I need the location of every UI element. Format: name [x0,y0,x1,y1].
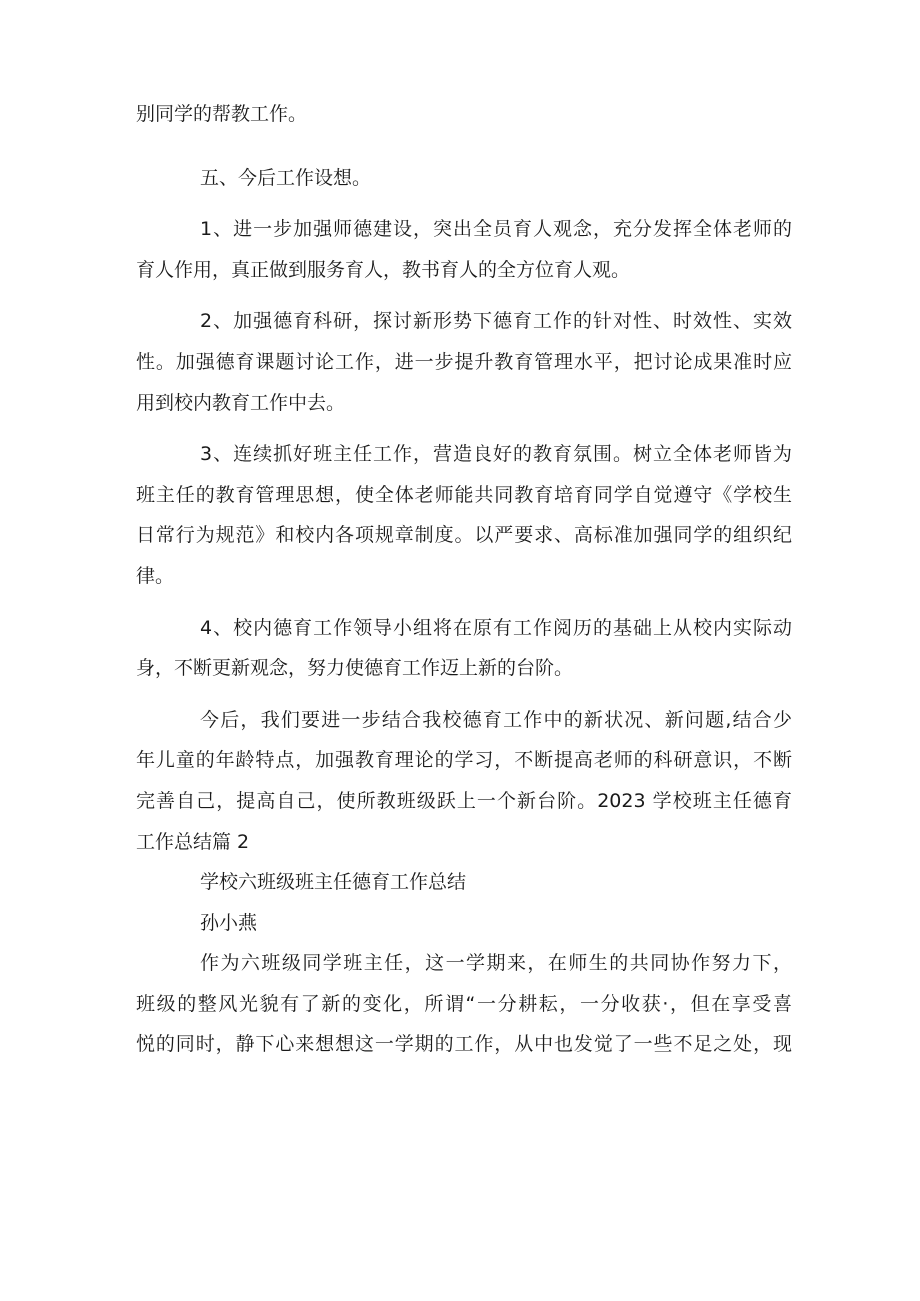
text-line: 日常行为规范》和校内各项规章制度。以严要求、高标准加强同学的组织纪 [136,524,792,547]
text-line: 律。 [136,564,175,587]
text-line: 2、加强德育科研，探讨新形势下德育工作的针对性、时效性、实效 [200,310,792,333]
text-line: 学校六班级班主任德育工作总结 [200,871,467,894]
document-body [136,94,792,1065]
text-line: 身，不断更新观念，努力使德育工作迈上新的台阶。 [136,657,574,680]
text-line: 工作总结篇 2 [136,830,250,853]
text-line: 今后，我们要进一步结合我校德育工作中的新状况、新问题,结合少 [200,708,792,731]
text-line: 孙小燕 [200,911,258,934]
text-line: 悦的同时，静下心来想想这一学期的工作，从中也发觉了一些不足之处，现 [136,1033,792,1056]
text-line: 4、校内德育工作领导小组将在原有工作阅历的基础上从校内实际动 [200,616,792,639]
text-line: 作为六班级同学班主任，这一学期来，在师生的共同协作努力下， [200,952,792,975]
text-line: 年儿童的年龄特点，加强教育理论的学习，不断提高老师的科研意识，不断 [136,749,792,772]
text-line: 1、进一步加强师德建设，突出全员育人观念，充分发挥全体老师的 [200,218,792,241]
text-line: 性。加强德育课题讨论工作，进一步提升教育管理水平，把讨论成果准时应 [136,350,792,373]
text-line: 用到校内教育工作中去。 [136,391,346,414]
text-line: 完善自己，提高自己，使所教班级跃上一个新台阶。2023 学校班主任德育 [136,789,792,812]
text-line: 五、今后工作设想。 [200,166,372,189]
text-line: 班级的整风光貌有了新的变化，所谓“一分耕耘，一分收获·，但在享受喜 [136,992,792,1015]
text-line: 别同学的帮教工作。 [136,103,308,125]
text-line: 班主任的教育管理思想，使全体老师能共同教育培育同学自觉遵守《学校生 [136,483,792,506]
text-line: 3、连续抓好班主任工作，营造良好的教育氛围。树立全体老师皆为 [200,443,792,466]
text-line: 育人作用，真正做到服务育人，教书育人的全方位育人观。 [136,258,631,281]
